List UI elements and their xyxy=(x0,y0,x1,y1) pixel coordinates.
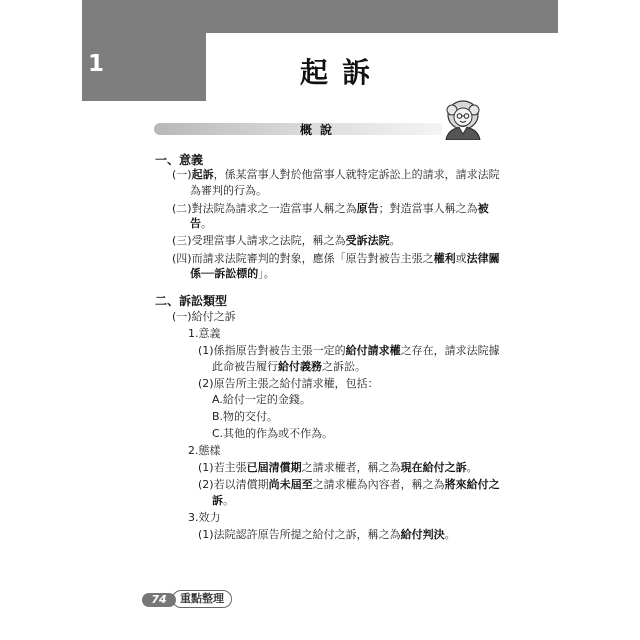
header-bar xyxy=(82,0,558,33)
page-footer xyxy=(142,589,262,611)
point-title: 3.效力 xyxy=(188,511,221,524)
page-number: 74 xyxy=(142,593,176,607)
list-item-continuation: 告。 xyxy=(190,217,212,230)
chapter-number: 1 xyxy=(88,51,105,77)
list-item: (1)若主張已屆清償期之請求權者，稱之為現在給付之訴。 xyxy=(198,461,478,474)
overview-label: 概說 xyxy=(300,123,341,137)
section-tag: 重點整理 xyxy=(172,590,232,608)
list-item: (一)起訴，係某當事人對於他當事人就特定訴訟上的請求，請求法院 xyxy=(172,168,500,181)
section-heading-1: 一、意義 xyxy=(155,153,204,167)
list-item-continuation: 為審判的行為。 xyxy=(190,184,267,197)
list-item: (1)係指原告對被告主張一定的給付請求權之存在，請求法院據 xyxy=(198,344,500,357)
section-heading-2: 二、訴訟類型 xyxy=(155,294,228,308)
list-item: (1)法院認許原告所提之給付之訴，稱之為給付判決。 xyxy=(198,528,456,541)
judge-avatar-icon xyxy=(440,98,486,140)
subsection-title: (一)給付之訴 xyxy=(172,310,236,323)
list-item: (三)受理當事人請求之法院，稱之為受訴法院。 xyxy=(172,234,401,247)
list-item: (二)對法院為請求之一造當事人稱之為原告；對造當事人稱之為被 xyxy=(172,202,489,215)
list-item-continuation: 係──訴訟標的」。 xyxy=(190,267,275,280)
point-title: 2.態樣 xyxy=(188,444,221,457)
point-title: 1.意義 xyxy=(188,327,221,340)
overview-bar xyxy=(154,123,442,135)
list-item-continuation: 此命被告履行給付義務之訴訟。 xyxy=(212,360,366,373)
list-item-continuation: 訴。 xyxy=(212,494,234,507)
list-item: (2)若以清償期尚未屆至之請求權為內容者，稱之為將來給付之 xyxy=(198,478,500,491)
list-item: A.給付一定的金錢。 xyxy=(212,393,311,406)
list-item: B.物的交付。 xyxy=(212,410,279,423)
list-item: (2)原告所主張之給付請求權，包括： xyxy=(198,377,379,390)
list-item: (四)而請求法院審判的對象，應係「原告對被告主張之權利或法律關 xyxy=(172,252,500,265)
chapter-tab xyxy=(82,33,206,101)
chapter-title: 起訴 xyxy=(300,56,385,89)
list-item: C.其他的作為或不作為。 xyxy=(212,427,334,440)
